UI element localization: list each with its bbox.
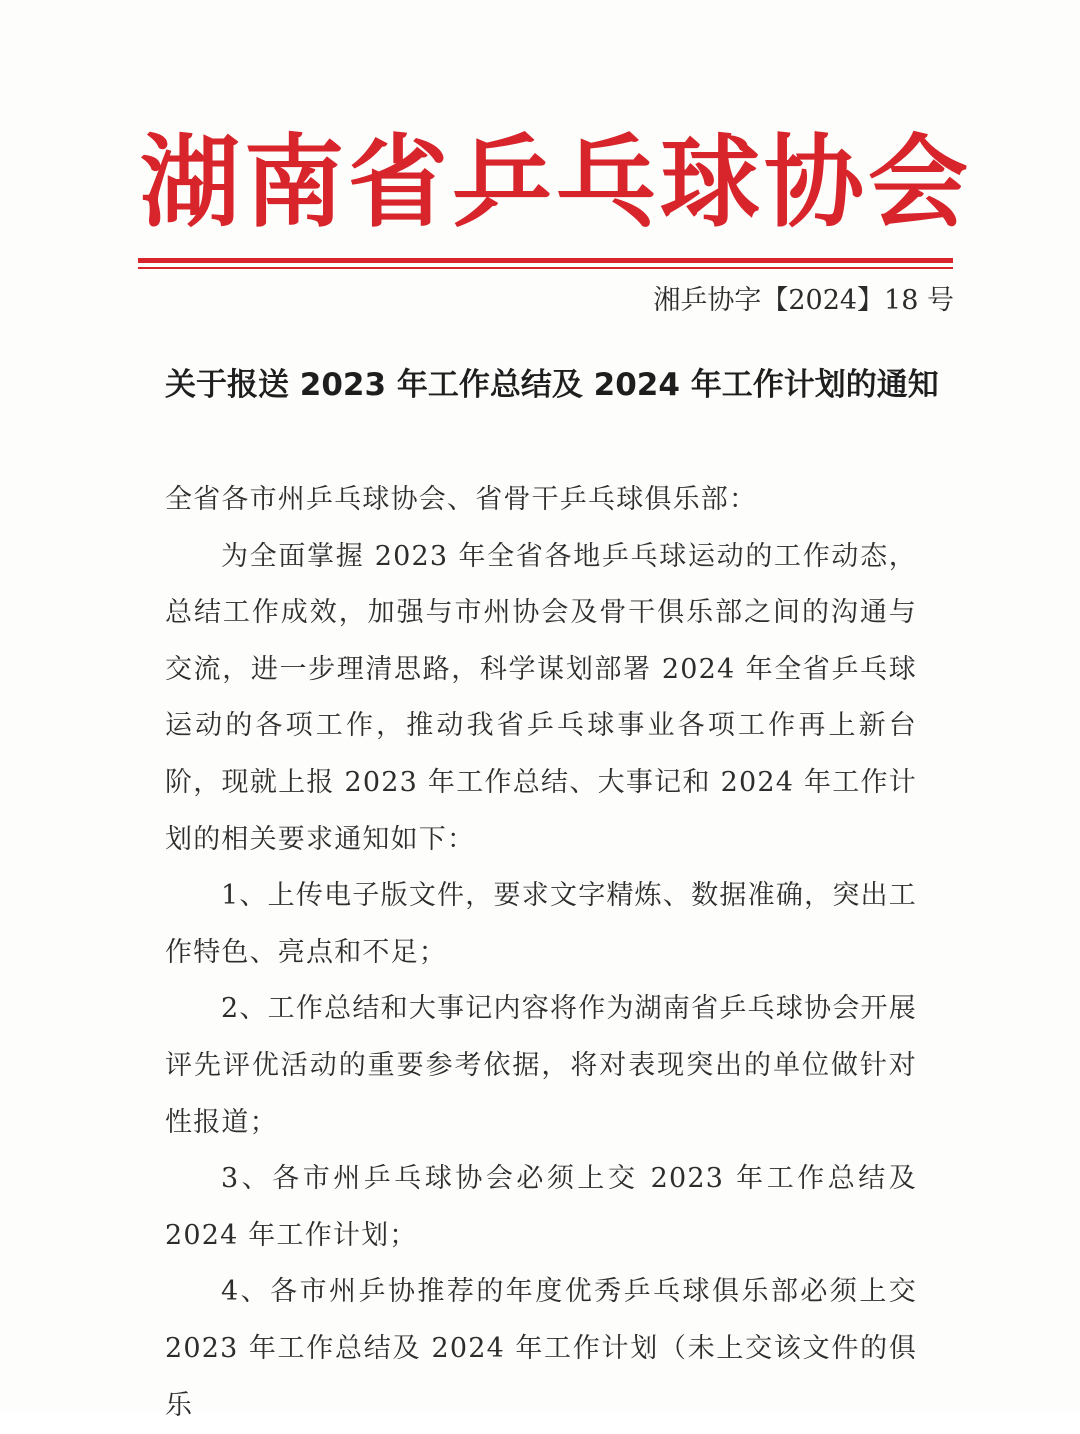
letterhead-rule-thick <box>138 258 953 263</box>
letterhead-title: 湖南省乒乓球协会 <box>140 124 972 241</box>
document-title: 关于报送 2023 年工作总结及 2024 年工作计划的通知 <box>165 367 939 403</box>
paragraph-item-1: 1、上传电子版文件，要求文字精炼、数据准确，突出工作特色、亮点和不足； <box>165 880 917 968</box>
paragraph-item-3: 3、各市州乒乓球协会必须上交 2023 年工作总结及 2024 年工作计划； <box>165 1163 917 1251</box>
salutation: 全省各市州乒乓球协会、省骨干乒乓球俱乐部： <box>165 484 758 515</box>
document-number: 湘乒协字【2024】18 号 <box>653 285 954 316</box>
document-body <box>165 472 917 1434</box>
letterhead-rule-thin <box>138 267 953 269</box>
paragraph-item-4: 4、各市州乒协推荐的年度优秀乒乓球俱乐部必须上交 2023 年工作总结及 2024 年工作计划（未上交该文件的俱乐 <box>165 1276 917 1421</box>
paragraph-intro: 为全面掌握 2023 年全省各地乒乓球运动的工作动态，总结工作成效，加强与市州协会及骨干俱乐部之间的沟通与交流，进一步理清思路，科学谋划部署 2024 年全省乒乓球运动的各项工作，推动我省乒乓球事业各项工作再上新台阶，现就上报 2023 年工作总结、大事记和 2024 年工作计划的相关要求通知如下： <box>165 540 917 855</box>
paragraph-item-2: 2、工作总结和大事记内容将作为湖南省乒乓球协会开展评先评优活动的重要参考依据，将对表现突出的单位做针对性报道； <box>165 993 917 1138</box>
